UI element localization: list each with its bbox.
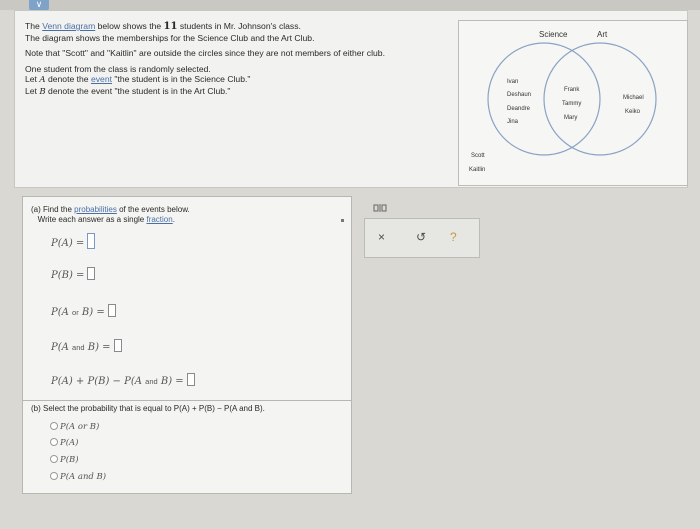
intro-random-line: One student from the class is randomly selected.	[25, 63, 211, 74]
part-b-panel	[22, 400, 352, 494]
prob-a-and-b-label: P(A	[51, 342, 69, 353]
option-a-or-b[interactable]	[50, 422, 99, 432]
prob-a-or-b-label: P(A	[51, 307, 69, 318]
part-a-subheading-fragment: .	[172, 215, 175, 224]
prob-a-and-b-input[interactable]	[114, 339, 122, 352]
venn-name: Ivan	[507, 79, 519, 85]
option-label: P(A)	[60, 438, 79, 448]
prob-a-and-b-label-end: B) =	[87, 342, 111, 353]
intro-text-line: The diagram shows the memberships for the Science Club and the Art Club.	[25, 32, 315, 43]
venn-name: Tammy	[562, 101, 582, 107]
radio-button[interactable]	[50, 455, 58, 463]
intro-text-fragment: Let	[25, 74, 40, 84]
prob-sum-input[interactable]	[187, 373, 195, 386]
intro-text-fragment: denote the event "the student is in the Art Club."	[45, 85, 231, 96]
undo-icon[interactable]: ↺	[416, 230, 427, 244]
prob-b-label: P(B) =	[51, 270, 85, 281]
intro-note: Note that "Scott" and "Kaitlin" are outside the circles since they are not members of either club.	[25, 48, 385, 58]
variable-a: A	[39, 75, 46, 85]
venn-name: Kaitlin	[469, 167, 486, 173]
or-word: or	[72, 308, 79, 317]
and-word: and	[72, 343, 85, 352]
venn-name: Frank	[564, 87, 580, 93]
prob-a-and-b-row	[51, 339, 122, 353]
part-a-subheading-fragment: Write each answer as a single	[37, 215, 147, 224]
radio-button[interactable]	[50, 438, 58, 446]
venn-name: Scott	[471, 153, 485, 159]
probabilities-link[interactable]: probabilities	[74, 205, 117, 214]
part-b-heading: (b) Select the probability that is equal to P(A) + P(B) − P(A and B).	[31, 404, 265, 413]
prob-b-input[interactable]	[87, 267, 95, 280]
intro-text-fragment: denote the	[45, 74, 91, 84]
option-label: P(A and B)	[60, 472, 107, 482]
part-a-heading	[31, 205, 190, 225]
student-count: 11	[163, 21, 178, 32]
venn-name: Mary	[564, 115, 578, 121]
option-label: P(B)	[60, 455, 79, 465]
help-icon[interactable]: ?	[450, 230, 457, 244]
prob-sum-label: P(A) + P(B) − P(A	[51, 376, 142, 387]
science-label: Science	[539, 30, 568, 39]
venn-name: Michael	[623, 95, 644, 101]
venn-diagram	[458, 20, 688, 186]
intro-text-fragment: Let	[25, 85, 40, 96]
event-link[interactable]: event	[90, 74, 112, 84]
prob-a-input[interactable]	[87, 233, 95, 249]
intro-text-fragment: below shows the	[95, 21, 164, 31]
prob-sum-row	[51, 373, 195, 387]
venn-name: Keiko	[625, 109, 641, 115]
and-word: and	[145, 377, 158, 386]
venn-name: Deshaun	[507, 92, 532, 98]
part-a-heading-fragment: of the events below.	[116, 205, 190, 214]
option-a-and-b[interactable]	[50, 472, 106, 482]
fraction-link[interactable]: fraction	[146, 215, 173, 224]
prob-b-row	[51, 267, 95, 281]
chevron-down-icon[interactable]: ∨	[29, 0, 49, 11]
dot-marker	[341, 219, 344, 222]
prob-sum-label-end: B) =	[160, 376, 184, 387]
venn-name: Deandre	[507, 106, 531, 112]
option-a[interactable]	[50, 438, 79, 448]
top-strip	[0, 0, 700, 10]
prob-a-label: P(A) =	[51, 238, 85, 249]
prob-a-or-b-row	[51, 304, 116, 318]
option-b[interactable]	[50, 455, 79, 465]
venn-diagram-link[interactable]: Venn diagram	[42, 21, 96, 31]
radio-button[interactable]	[50, 422, 58, 430]
part-a-heading-fragment: (a) Find the	[31, 205, 75, 214]
venn-svg	[459, 21, 687, 185]
intro-text-fragment: "the student is in the Science Club."	[112, 74, 251, 84]
part-a-panel	[22, 196, 352, 401]
variable-b: B	[39, 86, 46, 97]
art-label: Art	[597, 30, 608, 39]
venn-name: Jina	[507, 119, 519, 125]
clear-icon[interactable]: ×	[378, 230, 386, 244]
prob-a-row	[51, 233, 95, 249]
option-label: P(A or B)	[60, 422, 100, 432]
radio-button[interactable]	[50, 472, 58, 480]
prob-a-or-b-label-end: B) =	[81, 307, 105, 318]
intro-text-fragment: The	[25, 21, 43, 31]
intro-text	[25, 21, 445, 102]
prob-a-or-b-input[interactable]	[108, 304, 116, 317]
intro-text-fragment: students in Mr. Johnson's class.	[177, 21, 301, 31]
fraction-icon[interactable]	[373, 204, 387, 212]
